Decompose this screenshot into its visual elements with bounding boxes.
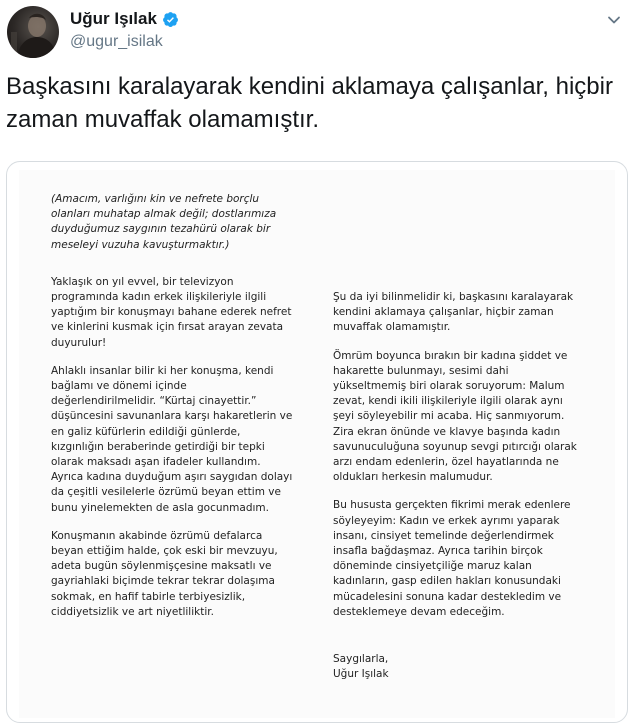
statement-signature: Uğur Işılak bbox=[333, 668, 389, 681]
statement-intro: (Amacım, varlığını kin ve nefrete borçlu olanları muhatap almak değil; dostlarımıza duyduğumuz saygının tezahürü olarak bir meseleyi vuzuha kavuşturmaktır.) bbox=[51, 193, 277, 251]
user-photo-avatar bbox=[7, 6, 59, 58]
statement-document bbox=[19, 170, 615, 718]
statement-closing: Saygılarla, bbox=[333, 653, 389, 666]
tweet-text: Başkasını karalayarak kendini aklamaya çalışanlar, hiçbir zaman muvaffak olamamıştır. bbox=[6, 73, 613, 133]
avatar[interactable] bbox=[7, 6, 59, 58]
chevron-down-icon[interactable] bbox=[606, 12, 622, 28]
statement-paragraph: Şu da iyi bilinmelidir ki, başkasını karalayarak kendini aklamaya çalışanlar, hiçbir zaman muvaffak olamamıştır. bbox=[333, 291, 574, 334]
statement-paragraph: Konuşmanın akabinde özrümü defalarca beyan ettiğim halde, çok eski bir mevzuyu, adeta bugün söylenmişçesine maksatlı ve gayriahlaki biçimde tekrar tekrar dolaşıma sokmak, en hafif tabirle terbiyesizlik, ciddiyetsizlik ve art niyetliliktir. bbox=[51, 529, 278, 618]
verified-badge-icon bbox=[162, 11, 179, 28]
statement-paragraph: Ahlaklı insanlar bilir ki her konuşma, kendi bağlamı ve dönemi içinde değerlendirilmelidir. “Kürtaj cinayettir.” düşüncesini savunanlara karşı hakaretlerin ve en galiz küfürlerin edildiği günlerde, kızgınlığın beraberinde getirdiği bir tepki olarak maksadı aşan ifadeler kullandım. Ayrıca kadına duyduğum aşırı saygıdan dolayı da çeşitli vesilelerle özrümü beyan ettim ve bunu yinelemekten de asla gocunmadım. bbox=[51, 364, 293, 514]
user-handle[interactable]: @ugur_isilak bbox=[70, 33, 163, 50]
statement-paragraph: Bu hususta gerçekten fikrimi merak edenlere söyleyeyim: Kadın ve erkek ayrımı yaparak insanı, cinsiyet temelinde değerlendirmek insafla bağdaşmaz. Ayrıca tarihin birçok döneminde cinsiyetçiliğe maruz kalan kadınların, gasp edilen hakları konusundaki mücadelesini sonuna kadar destekledim ve desteklemeye devam edeceğim. bbox=[333, 499, 571, 618]
statement-paragraph: Yaklaşık on yıl evvel, bir televizyon programında kadın erkek ilişkileriyle ilgili yaptığım bir konuşmayı bahane ederek nefret ve kinlerini kusmak için fırsat arayan zevata duyurulur! bbox=[51, 275, 292, 349]
tweet-media-card[interactable] bbox=[6, 161, 628, 723]
statement-left-column bbox=[51, 192, 295, 633]
user-name-row bbox=[70, 9, 179, 29]
statement-paragraph: Ömrüm boyunca bırakın bir kadına şiddet ve hakarette bulunmayı, sesimi dahi yükseltmemiş biri olarak soruyorum: Malum zevat, kendi ikili ilişkileriyle ilgili olarak aynı şeyi söyleyebilir mi acaba. Hiç sanmıyorum. Zira ekran önünde ve klavye başında kadın savunuculuğuna soyunup sevgi pıtırcığı olarak arzı endam edenlerin, özel hayatlarında ne oldukları herkesin malumudur. bbox=[333, 349, 577, 484]
statement-right-column bbox=[333, 290, 578, 682]
display-name[interactable]: Uğur Işılak bbox=[70, 9, 157, 28]
